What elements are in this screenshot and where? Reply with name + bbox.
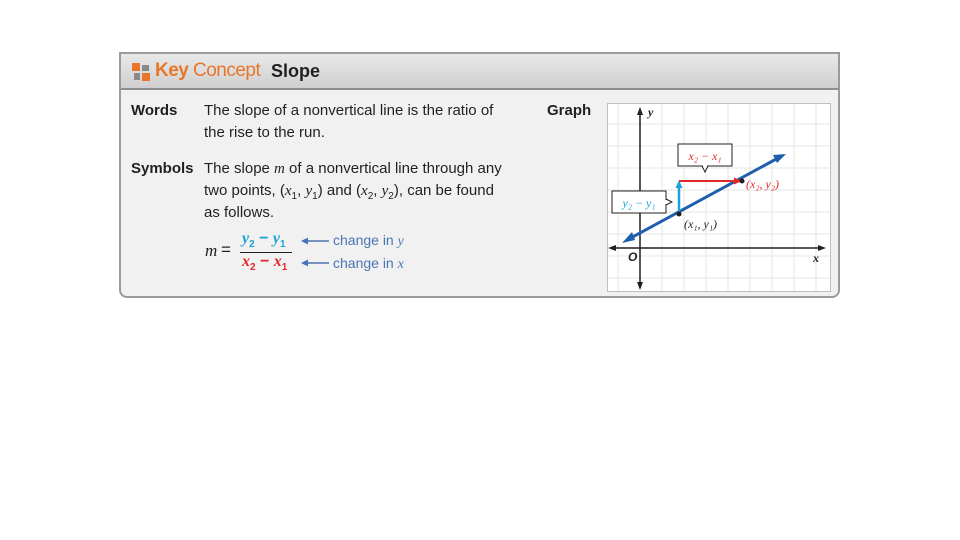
words-line-2: the rise to the run. — [204, 124, 325, 141]
symbols-line-1 — [204, 159, 502, 179]
page-title: Slope — [271, 61, 321, 81]
words-label: Words — [131, 102, 178, 119]
words-line-1: The slope of a nonvertical line is the ratio of — [204, 102, 494, 119]
header-concept: Concept — [193, 60, 261, 81]
box-header — [121, 54, 838, 90]
slope-graph — [607, 103, 831, 292]
x-axis-label: x — [813, 251, 819, 265]
header-key: Key — [155, 60, 189, 81]
change-in-y-note: change in y — [333, 232, 404, 249]
symbols-label: Symbols — [131, 160, 194, 177]
key-concept-logo-icon — [131, 62, 151, 82]
y-axis-label: y — [648, 105, 654, 119]
formula-m: m — [205, 241, 218, 260]
formula-equals: = — [221, 240, 231, 259]
change-in-x-note: change in x — [333, 255, 404, 272]
point-1 — [677, 212, 682, 217]
point-1-label: (x₁, y₁) — [684, 217, 717, 231]
formula-numerator: $y_2 - y_1$ — [242, 230, 286, 251]
origin-label: O — [628, 250, 638, 264]
point-2 — [740, 179, 745, 184]
symbol-m: m — [274, 161, 285, 177]
rise-label: y₂ − y₁ — [622, 196, 656, 210]
run-label: x₂ − x₁ — [688, 149, 722, 163]
symbols-line-2: two points, ($x_1$, $y_1$) and ($x_2$, $y_2$), can be found — [204, 182, 494, 202]
graph-label: Graph — [547, 102, 592, 119]
symbols-text: of a nonvertical line through any — [284, 160, 502, 177]
symbols-text: The slope — [204, 160, 275, 177]
formula-denominator: $x_2 - x_1$ — [242, 253, 288, 274]
graph-canvas — [608, 104, 830, 291]
symbols-line-3: as follows. — [204, 204, 275, 221]
arrow-left-icon — [299, 234, 331, 270]
key-concept-box — [119, 52, 840, 298]
point-2-label: (x₂, y₂) — [746, 177, 779, 191]
